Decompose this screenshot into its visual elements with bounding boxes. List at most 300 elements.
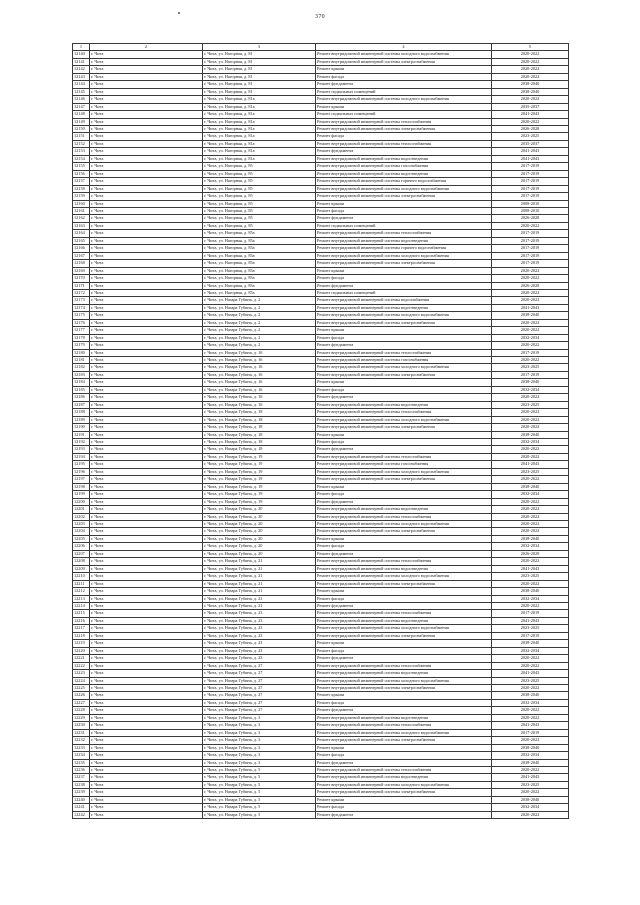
- municipality-cell: г. Чита: [90, 573, 203, 580]
- municipality-cell: г. Чита: [90, 707, 203, 714]
- address-cell: г. Чита, ул. Нагорная, д. 81: [203, 58, 316, 65]
- table-row: [73, 349, 569, 356]
- address-cell: г. Чита, ул. Назара Губина, д. 16: [203, 364, 316, 371]
- table-row: [73, 617, 569, 624]
- municipality-cell: г. Чита: [90, 468, 203, 475]
- address-cell: г. Чита, ул. Назара Губина, д. 23: [203, 655, 316, 662]
- period-cell: 2020-2022: [492, 707, 569, 714]
- row-number-cell: 12170: [73, 275, 90, 282]
- municipality-cell: г. Чита: [90, 647, 203, 654]
- period-cell: 2020-2022: [492, 714, 569, 721]
- row-number-cell: 12209: [73, 565, 90, 572]
- work-type-cell: Ремонт внутридомовой инженерной системы теплоснабжения: [316, 513, 492, 520]
- work-type-cell: Ремонт внутридомовой инженерной системы холодного водоснабжения: [316, 185, 492, 192]
- table-row: [73, 170, 569, 177]
- period-cell: 2041-2043: [492, 722, 569, 729]
- table-row: [73, 677, 569, 684]
- row-number-cell: 12173: [73, 297, 90, 304]
- address-cell: г. Чита, ул. Нагорная, д. 81а: [203, 155, 316, 162]
- column-number-5: 5: [492, 44, 569, 51]
- municipality-cell: г. Чита: [90, 744, 203, 751]
- period-cell: 2038-2040: [492, 744, 569, 751]
- period-cell: 2017-2019: [492, 371, 569, 378]
- table-row: [73, 282, 569, 289]
- table-row: [73, 439, 569, 446]
- municipality-cell: г. Чита: [90, 178, 203, 185]
- table-row: [73, 148, 569, 155]
- table-row: [73, 670, 569, 677]
- address-cell: г. Чита, ул. Назара Губина, д. 21: [203, 588, 316, 595]
- period-cell: 2026-2028: [492, 215, 569, 222]
- municipality-cell: г. Чита: [90, 237, 203, 244]
- address-cell: г. Чита, ул. Назара Губина, д. 19: [203, 476, 316, 483]
- table-row: [73, 51, 569, 58]
- row-number-cell: 12154: [73, 155, 90, 162]
- table-row: [73, 811, 569, 818]
- municipality-cell: г. Чита: [90, 476, 203, 483]
- address-cell: г. Чита, ул. Нагорная, д. 85: [203, 200, 316, 207]
- row-number-cell: 12141: [73, 58, 90, 65]
- row-number-cell: 12212: [73, 588, 90, 595]
- row-number-cell: 12216: [73, 617, 90, 624]
- row-number-cell: 12214: [73, 602, 90, 609]
- period-cell: 2026-2028: [492, 282, 569, 289]
- address-cell: г. Чита, ул. Назара Губина, д. 16: [203, 379, 316, 386]
- work-type-cell: Ремонт внутридомовой инженерной системы электроснабжения: [316, 632, 492, 639]
- row-number-cell: 12176: [73, 319, 90, 326]
- table-row: [73, 230, 569, 237]
- table-row: [73, 602, 569, 609]
- work-type-cell: Ремонт крыши: [316, 66, 492, 73]
- address-cell: г. Чита, ул. Назара Губина, д. 3: [203, 759, 316, 766]
- row-number-cell: 12162: [73, 215, 90, 222]
- work-type-cell: Ремонт внутридомовой инженерной системы теплоснабжения: [316, 662, 492, 669]
- table-row: [73, 692, 569, 699]
- work-type-cell: Ремонт подвальных помещений: [316, 111, 492, 118]
- period-cell: 2020-2022: [492, 118, 569, 125]
- address-cell: г. Чита, ул. Назара Губина, д. 20: [203, 550, 316, 557]
- address-cell: г. Чита, ул. Назара Губина, д. 20: [203, 506, 316, 513]
- municipality-cell: г. Чита: [90, 595, 203, 602]
- table-row: [73, 789, 569, 796]
- address-cell: г. Чита, ул. Нагорная, д. 81: [203, 51, 316, 58]
- municipality-cell: г. Чита: [90, 282, 203, 289]
- address-cell: г. Чита, ул. Назара Губина, д. 27: [203, 684, 316, 691]
- period-cell: 2023-2025: [492, 625, 569, 632]
- municipality-cell: г. Чита: [90, 155, 203, 162]
- work-type-cell: Ремонт внутридомовой инженерной системы теплоснабжения: [316, 118, 492, 125]
- address-cell: г. Чита, ул. Назара Губина, д. 18: [203, 416, 316, 423]
- period-cell: 2020-2022: [492, 662, 569, 669]
- table-row: [73, 133, 569, 140]
- table-row: [73, 304, 569, 311]
- row-number-cell: 12195: [73, 461, 90, 468]
- table-row: [73, 297, 569, 304]
- municipality-cell: г. Чита: [90, 185, 203, 192]
- period-cell: 2041-2043: [492, 670, 569, 677]
- address-cell: г. Чита, ул. Назара Губина, д. 27: [203, 699, 316, 706]
- period-cell: 2017-2019: [492, 632, 569, 639]
- row-number-cell: 12229: [73, 714, 90, 721]
- address-cell: г. Чита, ул. Назара Губина, д. 3: [203, 729, 316, 736]
- work-type-cell: Ремонт внутридомовой инженерной системы водоотведения: [316, 774, 492, 781]
- work-type-cell: Ремонт фасада: [316, 334, 492, 341]
- address-cell: г. Чита, ул. Назара Губина, д. 16: [203, 401, 316, 408]
- period-cell: 2032-2034: [492, 804, 569, 811]
- period-cell: 2020-2022: [492, 319, 569, 326]
- address-cell: г. Чита, ул. Назара Губина, д. 21: [203, 573, 316, 580]
- period-cell: 2017-2019: [492, 237, 569, 244]
- period-cell: 2041-2043: [492, 617, 569, 624]
- work-type-cell: Ремонт внутридомовой инженерной системы газоснабжения: [316, 163, 492, 170]
- table-row: [73, 103, 569, 110]
- table-row: [73, 163, 569, 170]
- municipality-cell: г. Чита: [90, 670, 203, 677]
- municipality-cell: г. Чита: [90, 655, 203, 662]
- work-type-cell: Ремонт внутридомовой инженерной системы теплоснабжения: [316, 453, 492, 460]
- municipality-cell: г. Чита: [90, 73, 203, 80]
- work-type-cell: Ремонт внутридомовой инженерной системы водоотведения: [316, 714, 492, 721]
- work-type-cell: Ремонт крыши: [316, 200, 492, 207]
- work-type-cell: Ремонт крыши: [316, 483, 492, 490]
- period-cell: 2041-2043: [492, 111, 569, 118]
- work-type-cell: Ремонт фундамента: [316, 498, 492, 505]
- address-cell: г. Чита, ул. Нагорная, д. 85а: [203, 289, 316, 296]
- period-cell: 2035-2037: [492, 103, 569, 110]
- table-row: [73, 759, 569, 766]
- work-type-cell: Ремонт внутридомовой инженерной системы электроснабжения: [316, 424, 492, 431]
- work-type-cell: Ремонт фасада: [316, 386, 492, 393]
- table-row: [73, 327, 569, 334]
- municipality-cell: г. Чита: [90, 811, 203, 818]
- work-type-cell: Ремонт внутридомовой инженерной системы холодного водоснабжения: [316, 521, 492, 528]
- work-type-cell: Ремонт подвальных помещений: [316, 88, 492, 95]
- period-cell: 2032-2034: [492, 647, 569, 654]
- table-row: [73, 260, 569, 267]
- municipality-cell: г. Чита: [90, 260, 203, 267]
- work-type-cell: Ремонт крыши: [316, 588, 492, 595]
- municipality-cell: г. Чита: [90, 193, 203, 200]
- row-number-cell: 12210: [73, 573, 90, 580]
- work-type-cell: Ремонт фасада: [316, 699, 492, 706]
- work-type-cell: Ремонт внутридомовой инженерной системы водоотведения: [316, 304, 492, 311]
- row-number-cell: 12234: [73, 752, 90, 759]
- table-row: [73, 766, 569, 773]
- row-number-cell: 12143: [73, 73, 90, 80]
- period-cell: 2020-2022: [492, 357, 569, 364]
- period-cell: 2041-2043: [492, 774, 569, 781]
- table-row: [73, 461, 569, 468]
- period-cell: 2020-2022: [492, 66, 569, 73]
- row-number-cell: 12228: [73, 707, 90, 714]
- work-type-cell: Ремонт внутридомовой инженерной системы водоотведения: [316, 401, 492, 408]
- municipality-cell: г. Чита: [90, 371, 203, 378]
- period-cell: 2038-2040: [492, 759, 569, 766]
- row-number-cell: 12187: [73, 401, 90, 408]
- row-number-cell: 12181: [73, 357, 90, 364]
- table-row: [73, 394, 569, 401]
- municipality-cell: г. Чита: [90, 125, 203, 132]
- work-type-cell: Ремонт внутридомовой инженерной системы электроснабжения: [316, 371, 492, 378]
- address-cell: г. Чита, ул. Назара Губина, д. 3: [203, 737, 316, 744]
- address-cell: г. Чита, ул. Назара Губина, д. 5: [203, 766, 316, 773]
- row-number-cell: 12152: [73, 140, 90, 147]
- period-cell: 2008-2010: [492, 200, 569, 207]
- address-cell: г. Чита, ул. Нагорная, д. 85а: [203, 267, 316, 274]
- period-cell: 2020-2022: [492, 811, 569, 818]
- period-cell: 2038-2040: [492, 431, 569, 438]
- period-cell: 2032-2034: [492, 595, 569, 602]
- work-type-cell: Ремонт внутридомовой инженерной системы водоотведения: [316, 565, 492, 572]
- table-row: [73, 237, 569, 244]
- municipality-cell: г. Чита: [90, 88, 203, 95]
- row-number-cell: 12220: [73, 647, 90, 654]
- municipality-cell: г. Чита: [90, 699, 203, 706]
- work-type-cell: Ремонт внутридомовой инженерной системы водоотведения: [316, 170, 492, 177]
- period-cell: 2020-2022: [492, 498, 569, 505]
- row-number-cell: 12191: [73, 431, 90, 438]
- address-cell: г. Чита, ул. Назара Губина, д. 19: [203, 483, 316, 490]
- work-type-cell: Ремонт фасада: [316, 133, 492, 140]
- table-row: [73, 379, 569, 386]
- work-type-cell: Ремонт фундамента: [316, 394, 492, 401]
- work-type-cell: Ремонт внутридомовой инженерной системы холодного водоснабжения: [316, 729, 492, 736]
- period-cell: 2020-2022: [492, 416, 569, 423]
- work-type-cell: Ремонт внутридомовой инженерной системы электроснабжения: [316, 260, 492, 267]
- table-row: [73, 215, 569, 222]
- row-number-cell: 12194: [73, 453, 90, 460]
- work-type-cell: Ремонт внутридомовой инженерной системы теплоснабжения: [316, 140, 492, 147]
- address-cell: г. Чита, ул. Назара Губина, д. 16: [203, 357, 316, 364]
- table-row: [73, 483, 569, 490]
- municipality-cell: г. Чита: [90, 431, 203, 438]
- municipality-cell: г. Чита: [90, 200, 203, 207]
- table-row: [73, 424, 569, 431]
- table-row: [73, 521, 569, 528]
- work-type-cell: Ремонт крыши: [316, 692, 492, 699]
- period-cell: 2026-2028: [492, 125, 569, 132]
- table-row: [73, 722, 569, 729]
- period-cell: 2008-2010: [492, 207, 569, 214]
- address-cell: г. Чита, ул. Назара Губина, д. 21: [203, 558, 316, 565]
- table-row: [73, 409, 569, 416]
- address-cell: г. Чита, ул. Назара Губина, д. 16: [203, 394, 316, 401]
- municipality-cell: г. Чита: [90, 96, 203, 103]
- column-number-row: [73, 44, 569, 51]
- period-cell: 2017-2019: [492, 163, 569, 170]
- row-number-cell: 12240: [73, 796, 90, 803]
- period-cell: 2038-2040: [492, 640, 569, 647]
- table-body: [73, 44, 569, 819]
- address-cell: г. Чита, ул. Назара Губина, д. 3: [203, 722, 316, 729]
- table-row: [73, 491, 569, 498]
- address-cell: г. Чита, ул. Назара Губина, д. 21: [203, 595, 316, 602]
- row-number-cell: 12235: [73, 759, 90, 766]
- municipality-cell: г. Чита: [90, 349, 203, 356]
- municipality-cell: г. Чита: [90, 111, 203, 118]
- table-row: [73, 588, 569, 595]
- municipality-cell: г. Чита: [90, 506, 203, 513]
- address-cell: г. Чита, ул. Назара Губина, д. 2: [203, 304, 316, 311]
- column-number-4: 4: [316, 44, 492, 51]
- work-type-cell: Ремонт фундамента: [316, 602, 492, 609]
- table-row: [73, 640, 569, 647]
- municipality-cell: г. Чита: [90, 729, 203, 736]
- row-number-cell: 12190: [73, 424, 90, 431]
- row-number-cell: 12145: [73, 88, 90, 95]
- period-cell: 2038-2040: [492, 796, 569, 803]
- table-row: [73, 431, 569, 438]
- address-cell: г. Чита, ул. Назара Губина, д. 21: [203, 580, 316, 587]
- municipality-cell: г. Чита: [90, 446, 203, 453]
- table-row: [73, 737, 569, 744]
- table-row: [73, 140, 569, 147]
- table-row: [73, 729, 569, 736]
- municipality-cell: г. Чита: [90, 379, 203, 386]
- table-row: [73, 684, 569, 691]
- work-type-cell: Ремонт крыши: [316, 535, 492, 542]
- row-number-cell: 12148: [73, 111, 90, 118]
- table-row: [73, 222, 569, 229]
- work-type-cell: Ремонт крыши: [316, 327, 492, 334]
- period-cell: 2017-2019: [492, 610, 569, 617]
- table-row: [73, 595, 569, 602]
- address-cell: г. Чита, ул. Назара Губина, д. 18: [203, 431, 316, 438]
- table-row: [73, 558, 569, 565]
- municipality-cell: г. Чита: [90, 610, 203, 617]
- work-type-cell: Ремонт внутридомовой инженерной системы холодного водоснабжения: [316, 96, 492, 103]
- address-cell: г. Чита, ул. Нагорная, д. 85а: [203, 230, 316, 237]
- municipality-cell: г. Чита: [90, 394, 203, 401]
- work-type-cell: Ремонт фундамента: [316, 759, 492, 766]
- period-cell: 2032-2034: [492, 334, 569, 341]
- work-type-cell: Ремонт фундамента: [316, 282, 492, 289]
- row-number-cell: 12175: [73, 312, 90, 319]
- period-cell: 2035-2037: [492, 140, 569, 147]
- row-number-cell: 12169: [73, 267, 90, 274]
- row-number-cell: 12227: [73, 699, 90, 706]
- row-number-cell: 12230: [73, 722, 90, 729]
- period-cell: 2017-2019: [492, 729, 569, 736]
- table-row: [73, 155, 569, 162]
- table-row: [73, 513, 569, 520]
- period-cell: 2038-2040: [492, 588, 569, 595]
- table-row: [73, 707, 569, 714]
- period-cell: 2020-2022: [492, 513, 569, 520]
- row-number-cell: 12198: [73, 483, 90, 490]
- row-number-cell: 12221: [73, 655, 90, 662]
- work-type-cell: Ремонт внутридомовой инженерной системы теплоснабжения: [316, 766, 492, 773]
- work-type-cell: Ремонт крыши: [316, 796, 492, 803]
- period-cell: 2023-2025: [492, 781, 569, 788]
- work-type-cell: Ремонт внутридомовой инженерной системы холодного водоснабжения: [316, 51, 492, 58]
- row-number-cell: 12213: [73, 595, 90, 602]
- address-cell: г. Чита, ул. Назара Губина, д. 2: [203, 334, 316, 341]
- municipality-cell: г. Чита: [90, 580, 203, 587]
- table-row: [73, 66, 569, 73]
- row-number-cell: 12151: [73, 133, 90, 140]
- period-cell: 2041-2043: [492, 461, 569, 468]
- period-cell: 2023-2025: [492, 133, 569, 140]
- address-cell: г. Чита, ул. Назара Губина, д. 23: [203, 647, 316, 654]
- period-cell: 2020-2022: [492, 602, 569, 609]
- row-number-cell: 12231: [73, 729, 90, 736]
- row-number-cell: 12219: [73, 640, 90, 647]
- work-type-cell: Ремонт внутридомовой инженерной системы холодного водоснабжения: [316, 625, 492, 632]
- address-cell: г. Чита, ул. Назара Губина, д. 18: [203, 446, 316, 453]
- period-cell: 2038-2040: [492, 379, 569, 386]
- work-type-cell: Ремонт фундамента: [316, 148, 492, 155]
- municipality-cell: г. Чита: [90, 535, 203, 542]
- table-row: [73, 468, 569, 475]
- period-cell: 2020-2022: [492, 580, 569, 587]
- period-cell: 2017-2019: [492, 252, 569, 259]
- row-number-cell: 12160: [73, 200, 90, 207]
- row-number-cell: 12161: [73, 207, 90, 214]
- row-number-cell: 12182: [73, 364, 90, 371]
- work-type-cell: Ремонт фасада: [316, 752, 492, 759]
- row-number-cell: 12158: [73, 185, 90, 192]
- address-cell: г. Чита, ул. Назара Губина, д. 5: [203, 804, 316, 811]
- work-type-cell: Ремонт внутридомовой инженерной системы холодного водоснабжения: [316, 781, 492, 788]
- address-cell: г. Чита, ул. Назара Губина, д. 3: [203, 744, 316, 751]
- period-cell: 2026-2028: [492, 550, 569, 557]
- address-cell: г. Чита, ул. Назара Губина, д. 2: [203, 312, 316, 319]
- period-cell: 2041-2043: [492, 148, 569, 155]
- municipality-cell: г. Чита: [90, 722, 203, 729]
- work-type-cell: Ремонт крыши: [316, 103, 492, 110]
- period-cell: 2032-2034: [492, 491, 569, 498]
- row-number-cell: 12237: [73, 774, 90, 781]
- work-type-cell: Ремонт внутридомовой инженерной системы горячего водоснабжения: [316, 178, 492, 185]
- row-number-cell: 12180: [73, 349, 90, 356]
- municipality-cell: г. Чита: [90, 781, 203, 788]
- period-cell: 2020-2022: [492, 453, 569, 460]
- row-number-cell: 12200: [73, 498, 90, 505]
- municipality-cell: г. Чита: [90, 357, 203, 364]
- municipality-cell: г. Чита: [90, 267, 203, 274]
- work-type-cell: Ремонт внутридомовой инженерной системы теплоснабжения: [316, 610, 492, 617]
- row-number-cell: 12146: [73, 96, 90, 103]
- row-number-cell: 12205: [73, 535, 90, 542]
- period-cell: 2020-2022: [492, 521, 569, 528]
- work-type-cell: Ремонт фасада: [316, 207, 492, 214]
- row-number-cell: 12172: [73, 289, 90, 296]
- work-type-cell: Ремонт внутридомовой инженерной системы водоотведения: [316, 670, 492, 677]
- table-row: [73, 207, 569, 214]
- address-cell: г. Чита, ул. Назара Губина, д. 5: [203, 811, 316, 818]
- row-number-cell: 12157: [73, 178, 90, 185]
- municipality-cell: г. Чита: [90, 602, 203, 609]
- table-row: [73, 774, 569, 781]
- municipality-cell: г. Чита: [90, 289, 203, 296]
- row-number-cell: 12149: [73, 118, 90, 125]
- work-type-cell: Ремонт крыши: [316, 267, 492, 274]
- period-cell: 2041-2043: [492, 304, 569, 311]
- table-row: [73, 416, 569, 423]
- row-number-cell: 12196: [73, 468, 90, 475]
- address-cell: г. Чита, ул. Нагорная, д. 81а: [203, 118, 316, 125]
- address-cell: г. Чита, ул. Назара Губина, д. 19: [203, 453, 316, 460]
- row-number-cell: 12184: [73, 379, 90, 386]
- table-row: [73, 744, 569, 751]
- period-cell: 2020-2022: [492, 275, 569, 282]
- row-number-cell: 12208: [73, 558, 90, 565]
- municipality-cell: г. Чита: [90, 58, 203, 65]
- address-cell: г. Чита, ул. Нагорная, д. 85а: [203, 260, 316, 267]
- municipality-cell: г. Чита: [90, 640, 203, 647]
- table-row: [73, 371, 569, 378]
